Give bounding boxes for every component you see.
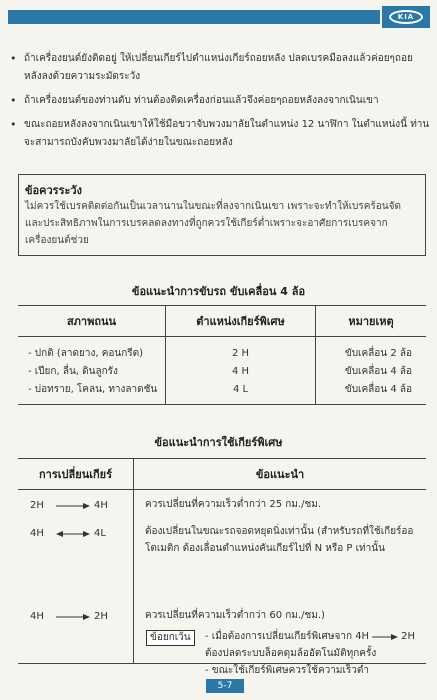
- kia-logo: [382, 6, 430, 28]
- caution-title: ข้อควรระวัง: [25, 184, 82, 197]
- arrow-right-icon: [56, 502, 90, 510]
- drive-mode-table: [18, 305, 426, 405]
- header-remark: หมายเหตุ: [348, 315, 394, 328]
- remark-cell: ขับเคลื่อน 4 ล้อ: [344, 384, 412, 395]
- gear-position-cell: 4 H: [231, 366, 250, 377]
- caution-body: ไม่ควรใช้เบรคติดต่อกันเป็นเวลานานในขณะที่ลงจากเนินเขา เพราะจะทำให้เบรคร้อนจัดและประสิทธิภาพในการเบรคลดลงทางที่ถูกควรใช้เกียร์ต่ำเพราะจะอาศัยการเบรคจากเครื่องยนต์ช่วย: [25, 201, 401, 246]
- page-number: 5-7: [206, 679, 244, 693]
- gear-position-cell: 4 L: [232, 384, 249, 395]
- header-gear-position: ตำแหน่งเกียร์พิเศษ: [166, 306, 316, 336]
- exception-text: - เมื่อต้องการเปลี่ยนเกียร์พิเศษจาก 4H 2H ต้องปลดระบบล็อคดุมล้ออัตโนมัติทุกครั้ง - ขณะใช้เกียร์พิเศษควรใช้ความเร็วต่ำ: [205, 631, 415, 676]
- gear-position-cell: 2 H: [231, 348, 250, 359]
- gear-shift-table: [18, 458, 426, 676]
- arrow-bidirectional-icon: [56, 530, 90, 538]
- arrow-right-icon: [372, 633, 398, 641]
- header-bar: [8, 10, 380, 24]
- header-road-condition: สภาพถนน: [18, 306, 166, 336]
- gear-table-title: ข้อแนะนำการใช้เกียร์พิเศษ: [154, 436, 283, 449]
- bullet-item: • ถ้าเครื่องยนต์ยังติดอยู่ ให้เปลี่ยนเกียร์ไปตำแหน่งเกียร์ถอยหลัง ปลดเบรคมือลงแล้วค่อยๆถอยหลังลงด้วยความระมัดระวัง: [10, 50, 430, 86]
- road-condition-cell: - ปกติ (ลาดยาง, คอนกรีต): [28, 348, 144, 359]
- advice-cell: ควรเปลี่ยนที่ความเร็วต่ำกว่า 60 กม./ชม.): [145, 610, 325, 621]
- bullet-dot-icon: •: [10, 94, 17, 107]
- table-header: [18, 459, 426, 490]
- bullet-dot-icon: •: [10, 118, 17, 131]
- gear-shift-row: 2H 4H: [30, 500, 108, 511]
- remark-cell: ขับเคลื่อน 2 ล้อ: [344, 348, 412, 359]
- table-body: [18, 490, 426, 676]
- exception-label: ข้อยกเว้น: [146, 630, 195, 646]
- drive-table-title: ข้อแนะนำการขับรถ ขับเคลื่อน 4 ล้อ: [131, 285, 306, 298]
- gear-shift-row: 4H 4L: [30, 528, 106, 539]
- road-condition-cell: - เปียก, ลื่น, ดินลูกรัง: [28, 366, 118, 377]
- header-gear-change: การเปลี่ยนเกียร์: [18, 459, 134, 489]
- advice-cell: ควรเปลี่ยนที่ความเร็วต่ำกว่า 25 กม./ชม.: [145, 499, 322, 510]
- bullet-item: • ถ้าเครื่องยนต์ของท่านดับ ท่านต้องติดเครื่องก่อนแล้วจึงค่อยๆถอยหลังลงจากเนินเขา: [10, 92, 430, 110]
- table-body: [18, 337, 426, 405]
- bullet-dot-icon: •: [10, 52, 17, 65]
- bullet-item: • ขณะถอยหลังลงจากเนินเขาให้ใช้มือขวาจับพวงมาลัยในตำแหน่ง 12 นาฬิกา ในตำแหน่งนี้ ท่านจะสามารถบังคับพวงมาลัยได้ง่ายในขณะถอยหลัง: [10, 116, 430, 152]
- advice-cell: ต้องเปลี่ยนในขณะรถจอดหยุดนิ่งเท่านั้น (สำหรับรถที่ใช้เกียร์ออโตเมติก ต้องเลื่อนตำแหน่งคันเกียร์ไปที่ N หรือ P เท่านั้น: [145, 526, 414, 554]
- table-header: [18, 306, 426, 337]
- remark-cell: ขับเคลื่อน 4 ล้อ: [344, 366, 412, 377]
- bullet-list: [10, 50, 430, 158]
- arrow-right-icon: [56, 613, 90, 621]
- logo-text: KIA: [397, 13, 415, 21]
- caution-box: [18, 174, 426, 256]
- road-condition-cell: - บ่อทราย, โคลน, ทางลาดชัน: [28, 384, 158, 395]
- gear-shift-row: 4H 2H: [30, 611, 108, 622]
- header-advice: ข้อแนะนำ: [255, 468, 305, 481]
